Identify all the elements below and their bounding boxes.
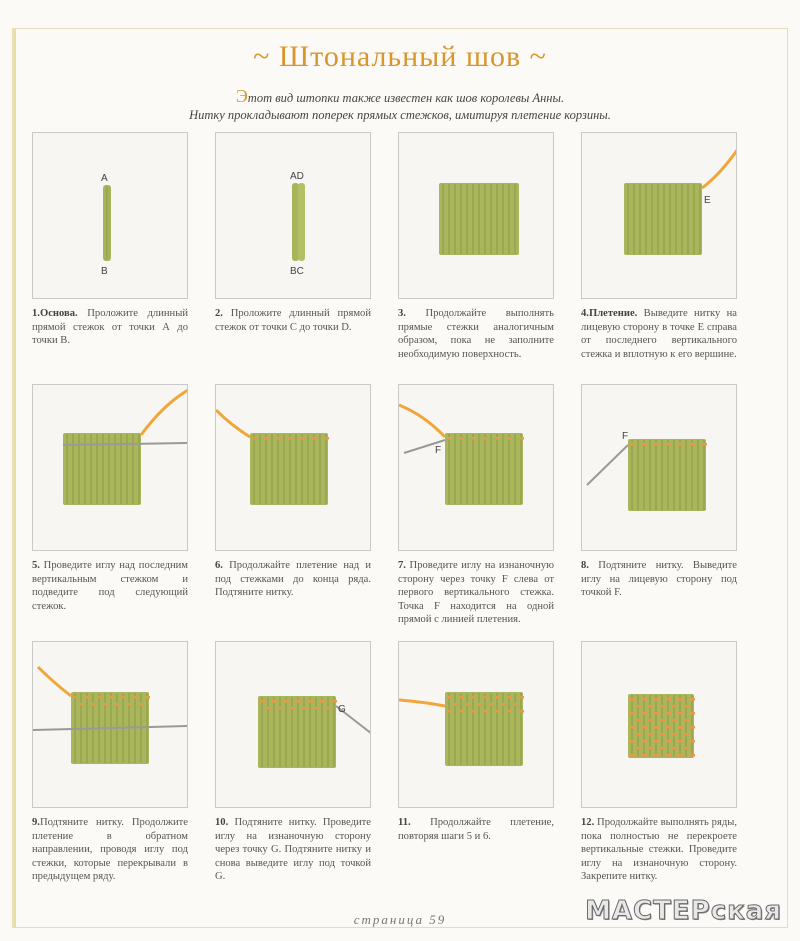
step-8-illustration [582, 385, 737, 551]
step-1 [32, 132, 188, 384]
step-number: 1. [32, 308, 40, 319]
step-12-illustration [582, 642, 737, 808]
intro-line-1: тот вид штопки также известен как шов королевы Анны. [247, 91, 565, 105]
step-lead: Плетение. [588, 308, 638, 319]
step-caption [581, 816, 737, 884]
step-8 [581, 384, 737, 641]
step-12 [581, 641, 737, 901]
point-label-f: F [622, 431, 629, 442]
step-text: Продолжайте выполнять ряды, пока полностью не перекроете вертикальные стежки. Проведите иглу на изнаночную сторону. Закрепите нитку. [581, 817, 737, 882]
step-text: Продолжайте плетение, повторяя шаги 5 и 6. [398, 817, 554, 842]
step-lead: Основа. [39, 308, 78, 319]
step-4 [581, 132, 737, 384]
point-label-f: F [435, 445, 442, 456]
step-photo [581, 132, 737, 299]
step-number: 4. [581, 308, 589, 319]
page-title: ~ Штональный шов ~ [253, 40, 547, 73]
step-number: 8. [581, 560, 589, 571]
watermark-logo: МАСТЕРская [585, 896, 782, 926]
step-photo [581, 641, 737, 808]
step-caption [581, 307, 737, 361]
step-2 [215, 132, 371, 384]
step-caption [398, 816, 554, 843]
step-7-illustration [399, 385, 554, 551]
step-text: Проведите иглу на изнаночную сторону через точку F слева от первого вертикального стежка. Точка F находится на одной прямой с линией плетения. [398, 560, 554, 625]
intro-text [0, 88, 800, 124]
step-11-illustration [399, 642, 554, 808]
step-3-illustration [399, 133, 554, 299]
step-text: Подтяните нитку. Продолжите плетение в обратном направлении, проводя иглу под стежки, которые перекрывали в предыдущем ряду. [32, 817, 188, 882]
step-3 [398, 132, 554, 384]
point-label-ad: AD [290, 171, 304, 182]
step-7 [398, 384, 554, 641]
step-photo [215, 641, 371, 808]
point-label-b: B [101, 266, 108, 277]
step-caption [32, 307, 188, 348]
step-number: 11. [398, 817, 411, 828]
step-text: Проложите длинный прямой стежок от точки С до точки D. [215, 308, 371, 333]
step-photo [32, 132, 188, 299]
step-text: Проведите иглу над последним вертикальным стежком и подведите под следующий стежок. [32, 560, 188, 612]
step-number: 3. [398, 308, 406, 319]
step-caption [215, 307, 371, 334]
step-4-illustration [582, 133, 737, 299]
step-10-illustration [216, 642, 371, 808]
intro-dropcap: Э [235, 86, 248, 106]
step-text: Проложите длинный прямой стежок от точки А до точки В. [32, 308, 188, 346]
step-caption [215, 816, 371, 884]
step-6 [215, 384, 371, 641]
step-text: Продолжайте выполнять прямые стежки аналогичным образом, пока не заполните необходимую поверхность. [398, 308, 554, 360]
step-1-illustration [33, 133, 188, 299]
step-number: 2. [215, 308, 223, 319]
point-label-a: A [101, 173, 108, 184]
step-2-illustration [216, 133, 371, 299]
point-label-bc: BC [290, 266, 304, 277]
step-text: Подтяните нитку. Выведите иглу на лицевую сторону под точкой F. [581, 560, 737, 598]
step-caption [398, 559, 554, 627]
step-photo [215, 384, 371, 551]
step-10 [215, 641, 371, 901]
step-5-illustration [33, 385, 188, 551]
step-number: 7. [398, 560, 406, 571]
step-6-illustration [216, 385, 371, 551]
step-photo [398, 132, 554, 299]
step-5 [32, 384, 188, 641]
step-number: 10. [215, 817, 229, 828]
step-number: 12. [581, 817, 595, 828]
step-text: Подтяните нитку. Проведите иглу на изнаночную сторону через точку G. Подтяните нитку и снова выведите иглу под точкой G. [215, 817, 371, 882]
step-number: 9. [32, 817, 40, 828]
step-photo [581, 384, 737, 551]
step-photo [215, 132, 371, 299]
step-caption [32, 816, 188, 884]
point-label-g: G [338, 704, 346, 715]
step-caption [398, 307, 554, 361]
step-9 [32, 641, 188, 901]
step-text: Продолжайте плетение над и под стежками до конца ряда. Подтяните нитку. [215, 560, 371, 598]
step-number: 6. [215, 560, 223, 571]
step-photo [398, 384, 554, 551]
page-number: страница 59 [353, 912, 447, 927]
step-photo [398, 641, 554, 808]
steps-grid [32, 132, 737, 901]
step-caption [32, 559, 188, 613]
step-number: 5. [32, 560, 40, 571]
step-caption [581, 559, 737, 600]
step-9-illustration [33, 642, 188, 808]
step-text: Выведите нитку на лицевую сторону в точке Е справа от последнего вертикального стежка и вплотную к его вершине. [581, 308, 737, 360]
intro-line-2: Нитку прокладывают поперек прямых стежков, имитируя плетение корзины. [189, 108, 611, 122]
step-photo [32, 641, 188, 808]
point-label-e: E [704, 195, 711, 206]
step-11 [398, 641, 554, 901]
step-photo [32, 384, 188, 551]
step-caption [215, 559, 371, 600]
